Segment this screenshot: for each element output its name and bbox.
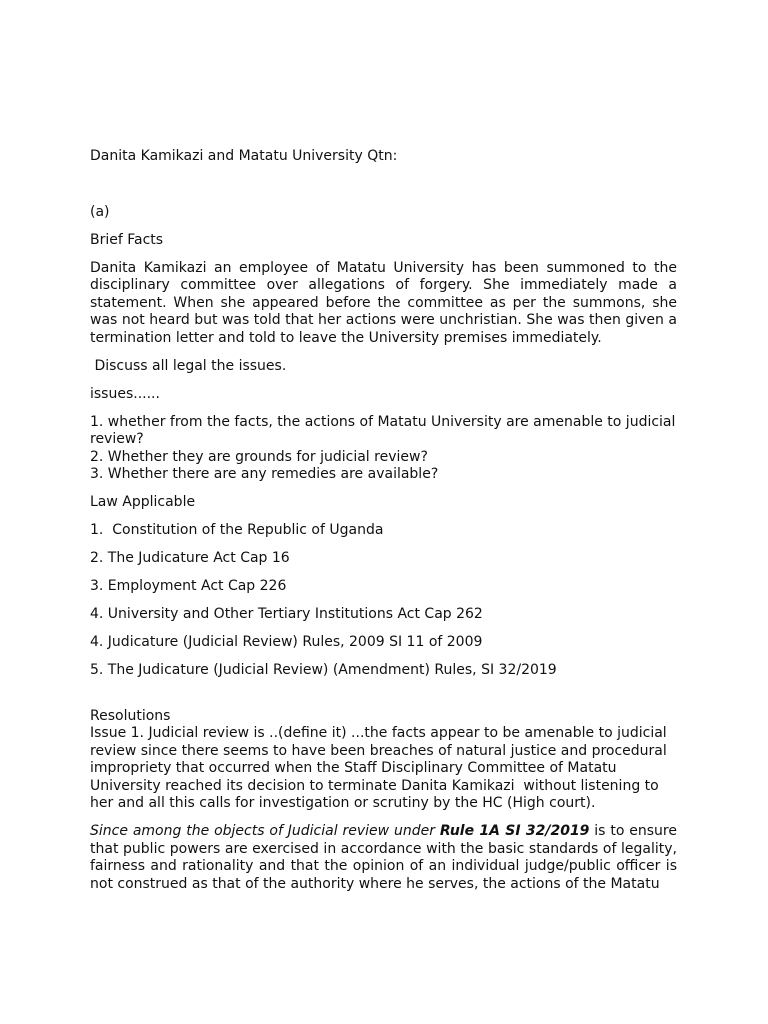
instruction-text: Discuss all legal the issues. — [90, 357, 287, 374]
law-item: 4. Judicature (Judicial Review) Rules, 2009 SI 11 of 2009 — [90, 634, 483, 650]
brief-facts-heading: Brief Facts — [90, 231, 164, 248]
law-applicable-heading: Law Applicable — [90, 494, 196, 510]
objects-rest-text: is to ensure that public powers are exercised in accordance with the basic standards of legality, fairness and rationality and that the opinion of an individual judge/public officer is not construed as that of the authority where he serves, the actions of the Matatu — [90, 823, 677, 892]
objects-paragraph — [90, 823, 677, 893]
part-label: (a) — [90, 203, 110, 220]
issue1-paragraph: Issue 1. Judicial review is ..(define it) ...the facts appear to be amenable to judicial review since there seems to have been breaches of natural justice and procedural impropriety that occurred when the Staff Disciplinary Committee of Matatu University reached its decision to terminate Danita Kamikazi without listening to her and all this calls for investigation or scrutiny by the HC (High court). — [90, 725, 672, 811]
law-item: 1. Constitution of the Republic of Uganda — [90, 522, 384, 538]
rule-citation: Rule 1A SI 32/2019 — [439, 823, 590, 839]
issue-item: 3. Whether there are any remedies are available? — [90, 466, 439, 482]
issues-list — [90, 414, 677, 484]
document-title: Danita Kamikazi and Matatu University Qtn: — [90, 148, 398, 164]
issue-item: 1. whether from the facts, the actions of Matatu University are amenable to judicial review? — [90, 413, 676, 447]
law-item: 5. The Judicature (Judicial Review) (Amendment) Rules, SI 32/2019 — [90, 662, 557, 678]
issue-item: 2. Whether they are grounds for judicial review? — [90, 448, 428, 465]
law-item: 2. The Judicature Act Cap 16 — [90, 550, 290, 566]
objects-italic-text: Since among the objects of Judicial review under — [90, 823, 440, 839]
document-body — [90, 148, 677, 893]
issues-heading: issues...... — [90, 385, 160, 402]
facts-paragraph: Danita Kamikazi an employee of Matatu University has been summoned to the disciplinary committee over allegations of forgery. She immediately made a statement. When she appeared before the committee as per the summons, she was not heard but was told that her actions were unchristian. She was then given a termination letter and told to leave the University premises immediately. — [90, 259, 677, 346]
law-item: 4. University and Other Tertiary Institutions Act Cap 262 — [90, 606, 483, 622]
law-item: 3. Employment Act Cap 226 — [90, 578, 287, 594]
resolutions-heading: Resolutions — [90, 707, 171, 724]
